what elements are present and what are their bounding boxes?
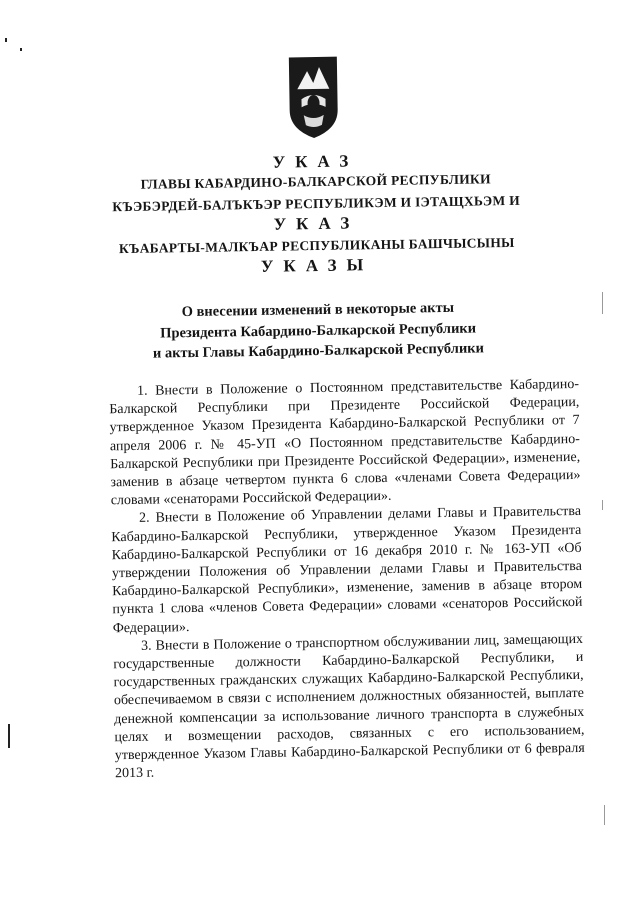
- scan-margin-mark: [8, 724, 10, 748]
- coat-of-arms-emblem: [283, 55, 344, 141]
- decree-heading-krc: УКАЗЫ: [260, 255, 374, 276]
- decree-title-line-2: Президента Кабардино-Балкарской Республики: [160, 320, 477, 342]
- decree-heading-ru: УКАЗ: [272, 151, 359, 172]
- scan-speck: [20, 48, 22, 51]
- decree-title-line-1: О внесении изменений в некоторые акты: [181, 299, 455, 321]
- authority-kbd: КЪЭБЭРДЕЙ-БАЛЪКЪЭР РЕСПУБЛИКЭМ И IЭТАЩХЬЭМ И: [112, 192, 521, 215]
- decree-body: [109, 376, 585, 784]
- scan-margin-mark: [602, 292, 603, 314]
- paragraph-1: 1. Внести в Положение о Постоянном представительстве Кабардино-Балкарской Республики при Президенте Российской Федерации, утвержденное Указом Президента Кабардино-Балкарской Республики от 7 апреля 2006 г. № 45-УП «О Постоянном представительстве Кабардино-Балкарской Республики при Президенте Российской Федерации», изменение, заменив в абзаце четвертом пункта 6 слова «членами Совета Федерации» словами «сенаторами Российской Федерации».: [109, 376, 581, 509]
- scan-margin-mark: [604, 805, 605, 825]
- scan-margin-mark: [602, 500, 603, 510]
- paragraph-3: 3. Внести в Положение о транспортном обслуживании лиц, замещающих государственные должности Кабардино-Балкарской Республики, и государственных гражданских служащих Кабардино-Балкарской Республики, обеспечиваемом в связи с исполнением должностных обязанностей, выплате денежной компенсации за использование личного транспорта в служебных целях и возмещении расходов, связанных с его использованием, утвержденное Указом Главы Кабардино-Балкарской Республики от 6 февраля 2013 г.: [113, 631, 585, 782]
- paragraph-2: 2. Внести в Положение об Управлении делами Главы и Правительства Кабардино-Балкарской Республики, утвержденное Указом Президента Кабардино-Балкарской Республики от 16 декабря 2010 г. № 163-УП «Об утверждении Положения об Управлении делами Главы и Правительства Кабардино-Балкарской Республики», изменение, заменив в абзаце втором пункта 1 слова «членов Совета Федерации» словами «сенаторов Российской Федерации».: [111, 504, 583, 636]
- decree-heading-kbd: УКАЗ: [273, 213, 360, 234]
- scan-speck: [5, 38, 7, 42]
- authority-ru: ГЛАВЫ КАБАРДИНО-БАЛКАРСКОЙ РЕСПУБЛИКИ: [140, 171, 491, 192]
- decree-title-line-3: и акты Главы Кабардино-Балкарской Республики: [152, 340, 485, 362]
- authority-krc: КЪАБАРТЫ-МАЛКЪАР РЕСПУБЛИКАНЫ БАШЧЫСЫНЫ: [118, 234, 515, 257]
